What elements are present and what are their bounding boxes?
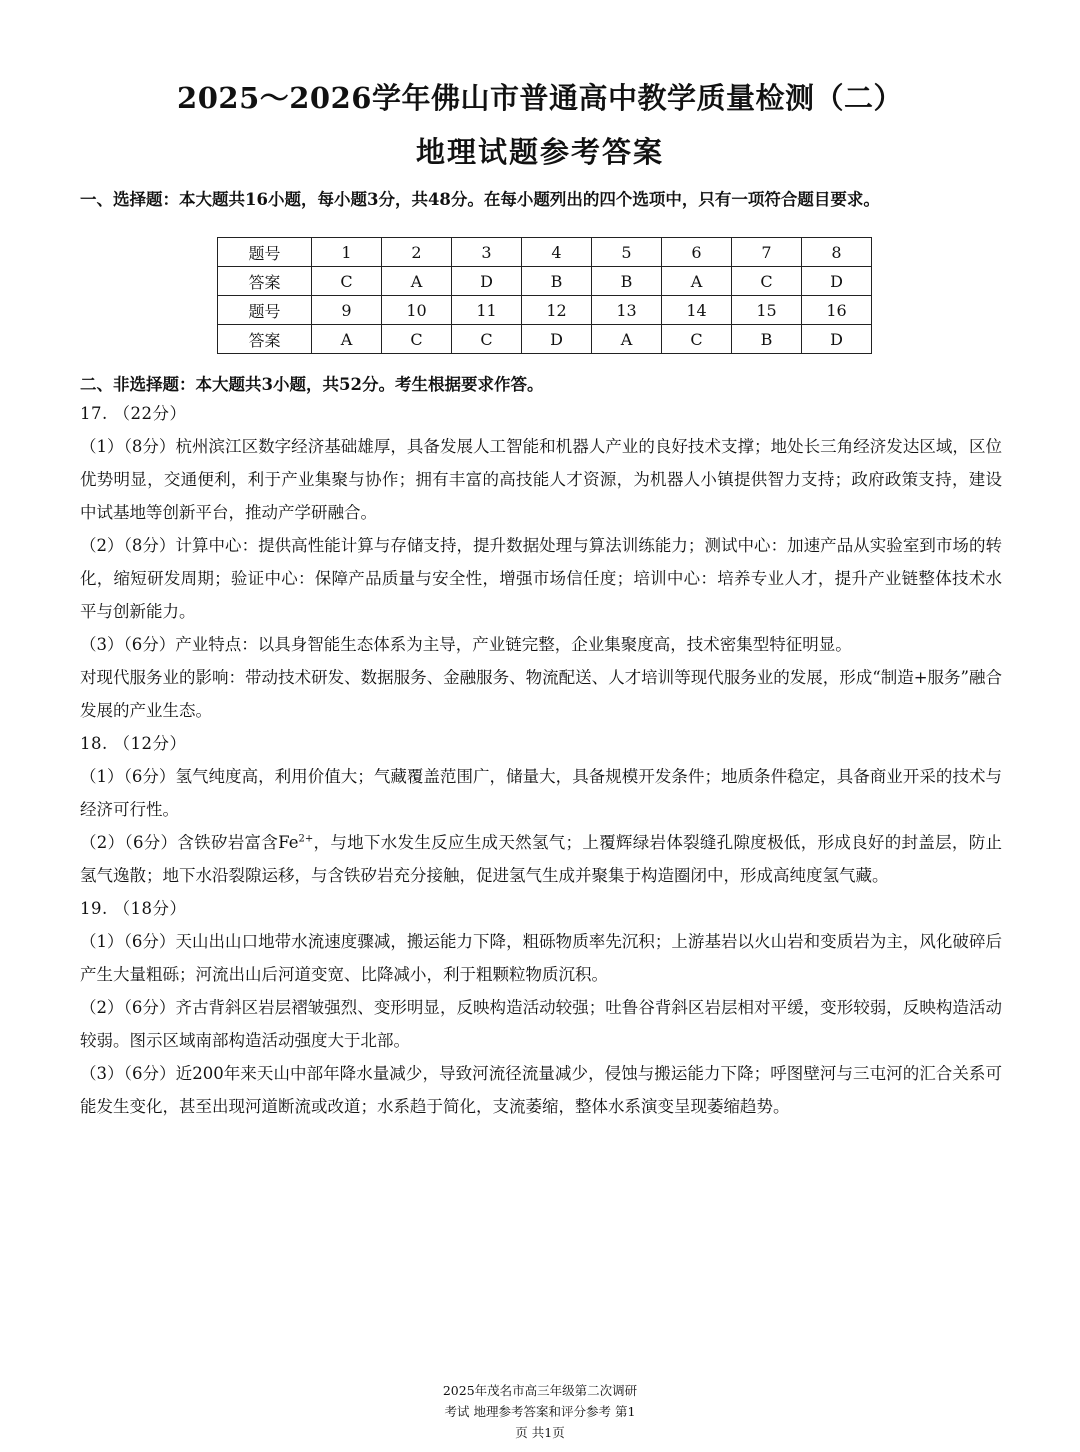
row-label-answer: 答案	[218, 267, 312, 296]
q17-part2: （2）（8分）计算中心：提供高性能计算与存储支持，提升数据处理与算法训练能力；测试中心：加速产品从实验室到市场的转化，缩短研发周期；验证中心：保障产品质量与安全性，增强市场信任度；培训中心：培养专业人才，提升产业链整体技术水平与创新能力。	[80, 536, 1002, 621]
question-number: 5	[592, 238, 662, 267]
question-number: 3	[452, 238, 522, 267]
row-label-question: 题号	[218, 296, 312, 325]
answer-cell: A	[382, 267, 452, 296]
question-number: 7	[732, 238, 802, 267]
answer-cell: A	[592, 325, 662, 354]
table-row	[218, 267, 872, 296]
q17-part3-impact: 对现代服务业的影响：带动技术研发、数据服务、金融服务、物流配送、人才培训等现代服务业的发展，形成“制造+服务”融合发展的产业生态。	[80, 668, 1002, 720]
footer-line1: 2025年茂名市高三年级第二次调研	[442, 1383, 638, 1398]
answer-cell: B	[522, 267, 592, 296]
answer-cell: D	[802, 325, 872, 354]
q17-part1: （1）（8分）杭州滨江区数字经济基础雄厚，具备发展人工智能和机器人产业的良好技术支撑；地处长三角经济发达区域，区位优势明显，交通便利，利于产业集聚与协作；拥有丰富的高技能人才资源，为机器人小镇提供智力支持；政府政策支持，建设中试基地等创新平台，推动产学研融合。	[80, 437, 1002, 522]
document-subtitle: 地理试题参考答案	[415, 135, 664, 169]
answer-cell: B	[732, 325, 802, 354]
fe-charge-superscript: 2+	[298, 833, 314, 845]
q17-label: 17. （22分）	[80, 404, 187, 423]
table-row	[218, 325, 872, 354]
q18-part2-start: （2）（6分）含铁矽岩富含Fe	[80, 833, 299, 852]
q18-part2	[80, 826, 1002, 892]
answer-cell: C	[662, 325, 732, 354]
q19-label: 19. （18分）	[80, 899, 187, 918]
answer-table	[217, 237, 872, 354]
answer-cell: D	[802, 267, 872, 296]
answer-cell: A	[312, 325, 382, 354]
footer-line3: 页 共1页	[515, 1425, 565, 1440]
q17-part3: （3）（6分）产业特点：以具身智能生态体系为主导，产业链完整，企业集聚度高，技术密集型特征明显。	[80, 635, 852, 654]
page-footer	[0, 1380, 1080, 1443]
q18-part2-rest: ，与地下水发生反应生成天然氢气；上覆辉绿岩体裂缝孔隙度极低，形成良好的封盖层，防止氢气逸散；地下水沿裂隙运移，与含铁矽岩充分接触，促进氢气生成并聚集于构造圈闭中，形成高纯度氢气藏。	[80, 833, 1003, 885]
table-row	[218, 296, 872, 325]
answer-cell: B	[592, 267, 662, 296]
row-label-answer: 答案	[218, 325, 312, 354]
question-number: 4	[522, 238, 592, 267]
question-number: 9	[312, 296, 382, 325]
q19-part2: （2）（6分）齐古背斜区岩层褶皱强烈、变形明显，反映构造活动较强；吐鲁谷背斜区岩层相对平缓，变形较弱，反映构造活动较弱。图示区域南部构造活动强度大于北部。	[80, 998, 1002, 1050]
answer-cell: D	[522, 325, 592, 354]
answer-cell: C	[732, 267, 802, 296]
question-number: 12	[522, 296, 592, 325]
q19-part1: （1）（6分）天山出山口地带水流速度骤减，搬运能力下降，粗砾物质率先沉积；上游基岩以火山岩和变质岩为主，风化破碎后产生大量粗砾；河流出山后河道变宽、比降减小，利于粗颗粒物质沉积。	[80, 932, 1002, 984]
question-number: 14	[662, 296, 732, 325]
question-number: 6	[662, 238, 732, 267]
q19-part3: （3）（6分）近200年来天山中部年降水量减少，导致河流径流量减少，侵蚀与搬运能力下降；呼图壁河与三屯河的汇合关系可能发生变化，甚至出现河道断流或改道；水系趋于简化，支流萎缩，整体水系演变呈现萎缩趋势。	[80, 1064, 1002, 1116]
section1-heading: 一、选择题：本大题共16小题，每小题3分，共48分。在每小题列出的四个选项中，只有一项符合题目要求。	[80, 190, 880, 209]
question-number: 10	[382, 296, 452, 325]
question-number: 2	[382, 238, 452, 267]
answer-cell: C	[382, 325, 452, 354]
answer-cell: D	[452, 267, 522, 296]
table-row	[218, 238, 872, 267]
footer-line2: 考试 地理参考答案和评分参考 第1	[444, 1404, 636, 1419]
q18-label: 18. （12分）	[80, 734, 187, 753]
q18-part1: （1）（6分）氢气纯度高，利用价值大；气藏覆盖范围广，储量大，具备规模开发条件；地质条件稳定，具备商业开采的技术与经济可行性。	[80, 767, 1002, 819]
question-number: 8	[802, 238, 872, 267]
document-title: 2025～2026学年佛山市普通高中教学质量检测（二）	[177, 81, 903, 115]
question-number: 11	[452, 296, 522, 325]
section2-heading: 二、非选择题：本大题共3小题，共52分。考生根据要求作答。	[80, 375, 544, 394]
answers-body	[80, 397, 1002, 1123]
answer-cell: A	[662, 267, 732, 296]
row-label-question: 题号	[218, 238, 312, 267]
question-number: 16	[802, 296, 872, 325]
question-number: 1	[312, 238, 382, 267]
answer-cell: C	[312, 267, 382, 296]
question-number: 15	[732, 296, 802, 325]
answer-cell: C	[452, 325, 522, 354]
question-number: 13	[592, 296, 662, 325]
